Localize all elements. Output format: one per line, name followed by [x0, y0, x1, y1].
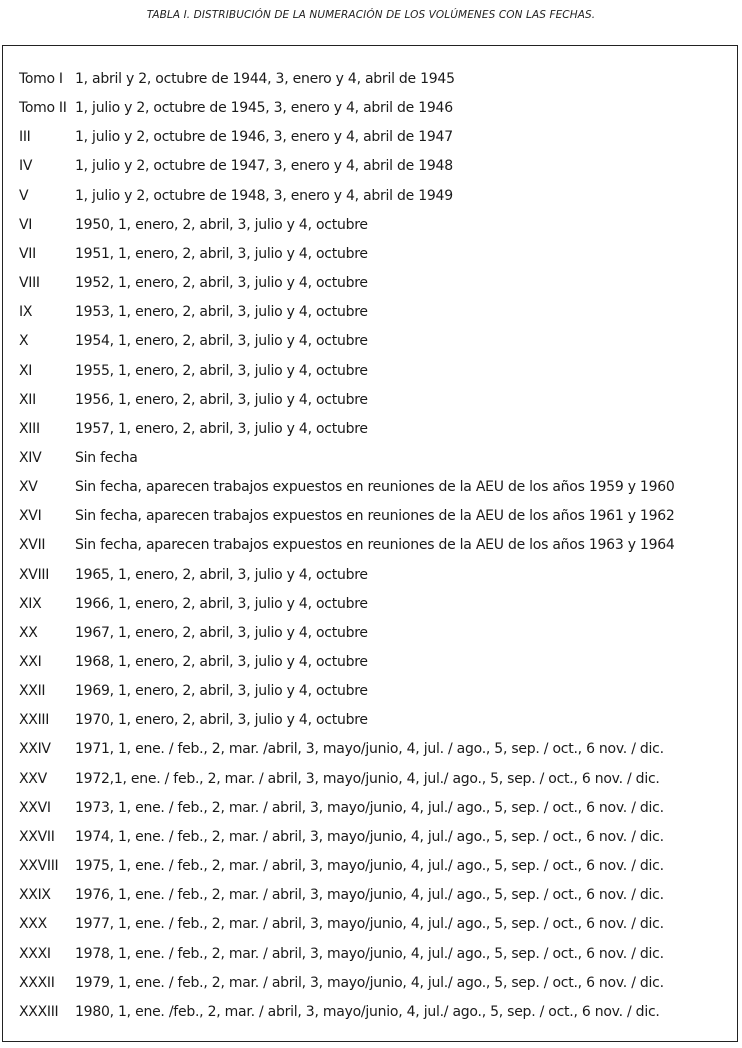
volume-number: XXIV	[19, 741, 51, 758]
volume-dates: 1, julio y 2, octubre de 1948, 3, enero y 4, abril de 1949	[75, 187, 453, 204]
volume-number: XIV	[19, 449, 42, 466]
volume-number: XIII	[19, 420, 40, 437]
table-row	[0, 211, 742, 240]
volume-number: XVII	[19, 537, 46, 554]
volume-number: VII	[19, 245, 36, 262]
table-row	[0, 998, 742, 1027]
volume-dates: 1965, 1, enero, 2, abril, 3, julio y 4, octubre	[75, 566, 368, 583]
volume-number: V	[19, 187, 29, 204]
volume-dates: 1951, 1, enero, 2, abril, 3, julio y 4, octubre	[75, 245, 368, 262]
table-caption: TABLA I. DISTRIBUCIÓN DE LA NUMERACIÓN DE LOS VOLÚMENES CON LAS FECHAS.	[146, 9, 596, 21]
volume-number: XVI	[19, 508, 42, 525]
volume-dates: 1966, 1, enero, 2, abril, 3, julio y 4, octubre	[75, 595, 368, 612]
table-row	[0, 677, 742, 706]
volume-number: XXIX	[19, 887, 51, 904]
volume-dates: Sin fecha, aparecen trabajos expuestos en reuniones de la AEU de los años 1963 y 1964	[75, 537, 675, 554]
volume-dates: 1975, 1, ene. / feb., 2, mar. / abril, 3, mayo/junio, 4, jul./ ago., 5, sep. / oct., 6 nov. / dic.	[75, 858, 664, 875]
table-row	[0, 765, 742, 794]
volume-dates: 1970, 1, enero, 2, abril, 3, julio y 4, octubre	[75, 712, 368, 729]
volume-number: XXVII	[19, 828, 55, 845]
volume-number: III	[19, 129, 31, 146]
volume-dates: 1973, 1, ene. / feb., 2, mar. / abril, 3, mayo/junio, 4, jul./ ago., 5, sep. / oct., 6 nov. / dic.	[75, 799, 664, 816]
volume-dates: 1955, 1, enero, 2, abril, 3, julio y 4, octubre	[75, 362, 368, 379]
table-row	[0, 298, 742, 327]
table-row	[0, 240, 742, 269]
table-row	[0, 65, 742, 94]
volume-number: XXII	[19, 683, 46, 700]
volume-number: XXI	[19, 654, 42, 670]
volume-dates: 1968, 1, enero, 2, abril, 3, julio y 4, octubre	[75, 654, 368, 670]
volume-number: X	[19, 333, 29, 350]
volume-dates: 1950, 1, enero, 2, abril, 3, julio y 4, octubre	[75, 216, 368, 233]
volume-number: XVIII	[19, 566, 50, 583]
volume-dates: 1, abril y 2, octubre de 1944, 3, enero y 4, abril de 1945	[75, 71, 455, 87]
volume-number: XXXII	[19, 974, 55, 991]
volume-dates: 1, julio y 2, octubre de 1946, 3, enero y 4, abril de 1947	[75, 129, 453, 146]
volume-number: VIII	[19, 275, 40, 292]
table-row	[0, 619, 742, 648]
volume-number: IX	[19, 304, 33, 321]
volume-number: Tomo II	[19, 100, 67, 117]
table-row	[0, 881, 742, 910]
table-row	[0, 561, 742, 590]
volume-number: IV	[19, 158, 33, 175]
table-row	[0, 269, 742, 298]
volume-number: XII	[19, 391, 36, 408]
volume-dates: 1952, 1, enero, 2, abril, 3, julio y 4, octubre	[75, 275, 368, 292]
volume-number: XXXIII	[19, 1003, 59, 1020]
table-row	[0, 590, 742, 619]
volume-number: XX	[19, 624, 38, 641]
volume-dates: Sin fecha, aparecen trabajos expuestos en reuniones de la AEU de los años 1961 y 1962	[75, 508, 675, 525]
volume-dates: 1954, 1, enero, 2, abril, 3, julio y 4, octubre	[75, 333, 368, 350]
table-row	[0, 327, 742, 356]
volume-dates: 1972,1, ene. / feb., 2, mar. / abril, 3, mayo/junio, 4, jul./ ago., 5, sep. / oct., 6 nov. / dic.	[75, 770, 660, 787]
table-row	[0, 735, 742, 764]
volume-dates: 1978, 1, ene. / feb., 2, mar. / abril, 3, mayo/junio, 4, jul./ ago., 5, sep. / oct., 6 nov. / dic.	[75, 945, 664, 962]
table-row	[0, 444, 742, 473]
volume-number: XIX	[19, 595, 42, 612]
volume-number: XXIII	[19, 712, 50, 729]
volume-dates: 1, julio y 2, octubre de 1947, 3, enero y 4, abril de 1948	[75, 158, 453, 175]
table-row	[0, 706, 742, 735]
volume-dates: 1979, 1, ene. / feb., 2, mar. / abril, 3, mayo/junio, 4, jul./ ago., 5, sep. / oct., 6 nov. / dic.	[75, 974, 664, 991]
table-row	[0, 415, 742, 444]
table-row	[0, 794, 742, 823]
table-row	[0, 852, 742, 881]
volume-number: XXXI	[19, 945, 51, 962]
table-row	[0, 940, 742, 969]
table-row	[0, 910, 742, 939]
volume-number: XXVIII	[19, 858, 59, 875]
table-row	[0, 152, 742, 181]
volume-dates: 1976, 1, ene. / feb., 2, mar. / abril, 3, mayo/junio, 4, jul./ ago., 5, sep. / oct., 6 nov. / dic.	[75, 887, 664, 904]
volume-dates: 1977, 1, ene. / feb., 2, mar. / abril, 3, mayo/junio, 4, jul./ ago., 5, sep. / oct., 6 nov. / dic.	[75, 916, 664, 933]
volume-dates: 1, julio y 2, octubre de 1945, 3, enero y 4, abril de 1946	[75, 100, 453, 117]
volume-dates: 1969, 1, enero, 2, abril, 3, julio y 4, octubre	[75, 683, 368, 700]
volume-dates: 1967, 1, enero, 2, abril, 3, julio y 4, octubre	[75, 624, 368, 641]
volume-dates: Sin fecha, aparecen trabajos expuestos en reuniones de la AEU de los años 1959 y 1960	[75, 479, 675, 496]
volume-dates: 1957, 1, enero, 2, abril, 3, julio y 4, octubre	[75, 420, 368, 437]
volume-number: XXV	[19, 770, 47, 787]
table-row	[0, 531, 742, 560]
table-row	[0, 823, 742, 852]
volume-number: Tomo I	[19, 71, 63, 87]
table-row	[0, 357, 742, 386]
table-row	[0, 182, 742, 211]
volume-number: XI	[19, 362, 33, 379]
volume-dates: 1953, 1, enero, 2, abril, 3, julio y 4, octubre	[75, 304, 368, 321]
table-row	[0, 386, 742, 415]
volume-number: VI	[19, 216, 33, 233]
table-row	[0, 502, 742, 531]
volume-dates: 1974, 1, ene. / feb., 2, mar. / abril, 3, mayo/junio, 4, jul./ ago., 5, sep. / oct., 6 nov. / dic.	[75, 828, 664, 845]
table-row	[0, 473, 742, 502]
volume-dates: 1980, 1, ene. /feb., 2, mar. / abril, 3, mayo/junio, 4, jul./ ago., 5, sep. / oct., 6 nov. / dic.	[75, 1003, 660, 1020]
volume-dates: 1971, 1, ene. / feb., 2, mar. /abril, 3, mayo/junio, 4, jul. / ago., 5, sep. / oct., 6 nov. / dic.	[75, 741, 664, 758]
table-row	[0, 969, 742, 998]
volume-number: XV	[19, 479, 38, 496]
volume-number: XXX	[19, 916, 47, 933]
table-row	[0, 648, 742, 677]
volume-dates: Sin fecha	[75, 449, 138, 466]
table-row	[0, 123, 742, 152]
volume-dates: 1956, 1, enero, 2, abril, 3, julio y 4, octubre	[75, 391, 368, 408]
table-row	[0, 94, 742, 123]
volume-number: XXVI	[19, 799, 51, 816]
